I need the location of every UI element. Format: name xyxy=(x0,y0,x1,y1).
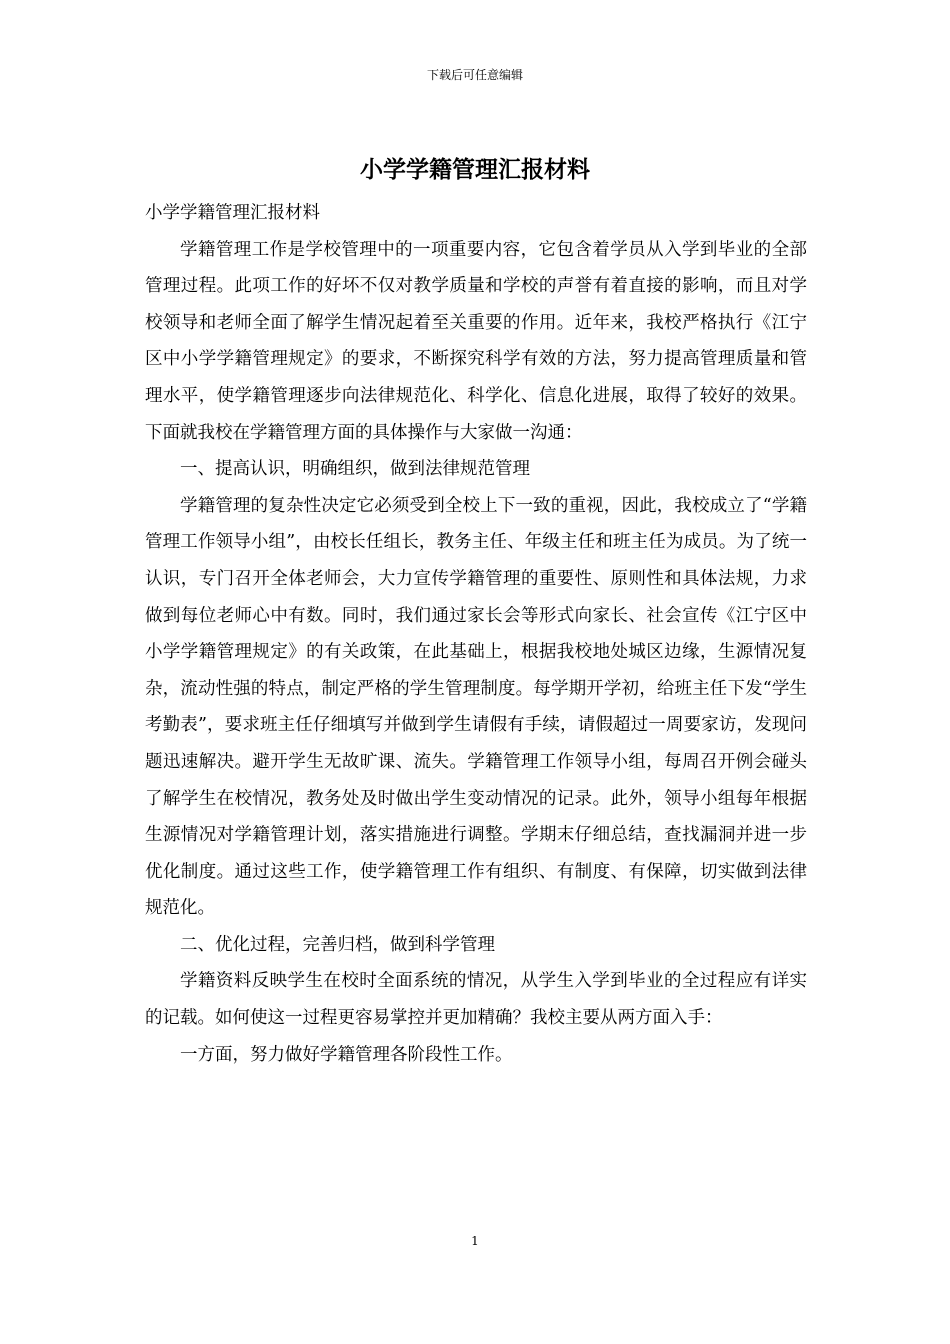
subtitle-paragraph: 小学学籍管理汇报材料 xyxy=(145,203,320,223)
section-2-paragraph: 学籍资料反映学生在校时全面系统的情况，从学生入学到毕业的全过程应有详实的记载。如何使这一过程更容易掌控并更加精确？我校主要从两方面入手： xyxy=(145,971,807,1029)
section-2-point-1: 一方面，努力做好学籍管理各阶段性工作。 xyxy=(180,1044,513,1065)
page-header: 下载后可任意编辑 xyxy=(426,68,523,82)
document-title: 小学学籍管理汇报材料 xyxy=(360,156,590,183)
page-number: 1 xyxy=(471,1234,479,1248)
section-heading-2: 二、优化过程，完善归档，做到科学管理 xyxy=(180,934,495,955)
section-heading-1: 一、提高认识，明确组织，做到法律规范管理 xyxy=(180,459,530,480)
section-1-paragraph: 学籍管理的复杂性决定它必须受到全校上下一致的重视，因此，我校成立了“学籍管理工作领导小组”，由校长任组长，教务主任、年级主任和班主任为成员。为了统一认识，专门召开全体老师会，大力宣传学籍管理的重要性、原则性和具体法规，力求做到每位老师心中有数。同时，我们通过家长会等形式向家长、社会宣传《江宁区中小学学籍管理规定》的有关政策，在此基础上，根据我校地处城区边缘，生源情况复杂，流动性强的特点，制定严格的学生管理制度。每学期开学初，给班主任下发“学生考勤表”，要求班主任仔细填写并做到学生请假有手续，请假超过一周要家访，发现问题迅速解决。避开学生无故旷课、流失。学籍管理工作领导小组，每周召开例会碰头了解学生在校情况，教务处及时做出学生变动情况的记录。此外，领导小组每年根据生源情况对学籍管理计划，落实措施进行调整。学期末仔细总结，查找漏洞并进一步优化制度。通过这些工作，使学籍管理工作有组织、有制度、有保障，切实做到法律规范化。 xyxy=(145,495,807,919)
intro-paragraph: 学籍管理工作是学校管理中的一项重要内容，它包含着学员从入学到毕业的全部管理过程。此项工作的好坏不仅对教学质量和学校的声誉有着直接的影响，而且对学校领导和老师全面了解学生情况起着至关重要的作用。近年来，我校严格执行《江宁区中小学学籍管理规定》的要求，不断探究科学有效的方法，努力提高管理质量和管理水平，使学籍管理逐步向法律规范化、科学化、信息化进展，取得了较好的效果。下面就我校在学籍管理方面的具体操作与大家做一沟通： xyxy=(145,239,807,443)
document-body xyxy=(145,195,807,1073)
